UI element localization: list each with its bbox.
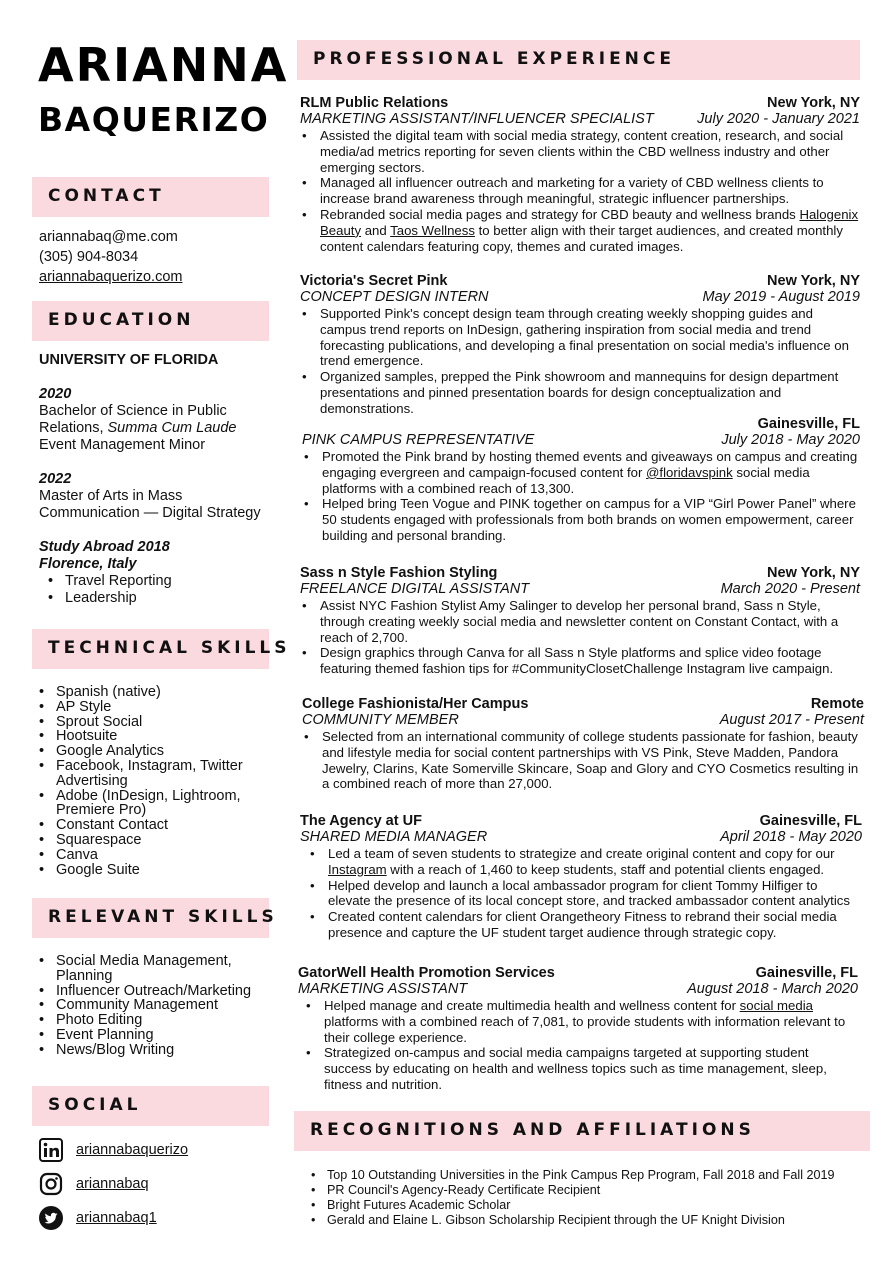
education-header [32, 301, 269, 341]
floridavspink-link[interactable]: @floridavspink [646, 464, 733, 480]
relevant-skills-list [39, 954, 254, 1058]
list-item: • Hootsuite [39, 729, 264, 744]
contact-heading: CONTACT [48, 186, 165, 206]
list-item: • Spanish (native) [39, 685, 264, 700]
bullet-text: Helped manage and create multimedia health and wellness content for [324, 998, 740, 1013]
list-item: • AP Style [39, 700, 264, 715]
job-vs-pink [300, 274, 860, 417]
job-location: Gainesville, FL [755, 965, 858, 981]
list-item: • Assist NYC Fashion Stylist Amy Salinger to develop her personal brand, Sass n Style, through creating weekly social media and newsletter content on Constant Contact, with a reach of 2,700. [300, 598, 860, 645]
halogenix-link[interactable]: Halogenix Beauty [320, 206, 859, 238]
job-dates: April 2018 - May 2020 [720, 828, 862, 845]
job-dates: August 2018 - March 2020 [687, 980, 858, 997]
job-pink-campus [302, 417, 860, 544]
job-bullets [302, 729, 864, 792]
job-dates: March 2020 - Present [720, 580, 860, 597]
bullet-text: Led a team of seven students to strategize and create original content and copy for our [328, 846, 835, 861]
taos-link[interactable]: Taos Wellness [390, 222, 475, 238]
job-location: New York, NY [767, 273, 860, 289]
degree1-minor: Event Management Minor [39, 437, 206, 453]
technical-skills-list [39, 685, 264, 877]
list-item: • Community Management [39, 998, 254, 1013]
degree2-line1: Master of Arts in Mass [39, 488, 183, 504]
list-item: • Google Suite [39, 863, 264, 878]
job-title: COMMUNITY MEMBER [302, 711, 459, 728]
list-item [302, 449, 860, 496]
job-bullets [300, 306, 860, 417]
list-item: • Gerald and Elaine L. Gibson Scholarship Recipient through the UF Knight Division [311, 1213, 835, 1228]
list-item: • Supported Pink's concept design team through creating weekly shopping guides and campus trend reports on InDesign, gathering inspiration from social media and trend forecasting publications, and developing a final presentation on social media's influence on trend emergence. [300, 306, 860, 369]
job-gatorwell [298, 966, 858, 1093]
list-item: • Leadership [48, 590, 172, 607]
job-title: SHARED MEDIA MANAGER [300, 828, 488, 845]
job-bullets [298, 998, 858, 1093]
list-item: • Helped bring Teen Vogue and PINK together on campus for a VIP “Girl Power Panel” where 50 students engaged with professionals from both brands on women empowerment, career building and personal branding. [302, 496, 860, 543]
list-item: • Design graphics through Canva for all Sass n Style platforms and splice video footage featuring themed fashion tips for #CommunityClosetChallenge Instagram live campaign. [300, 645, 860, 677]
job-company: College Fashionista/Her Campus [302, 696, 529, 712]
job-location: Remote [810, 696, 864, 712]
list-item: • Helped develop and launch a local ambassador program for client Tommy Hilfiger to elevate the presence of its local concept store, and tracked ambassador content analytics [308, 878, 862, 910]
degree2-year: 2022 [39, 471, 72, 487]
job-title: FREELANCE DIGITAL ASSISTANT [300, 580, 530, 597]
instagram-icon [39, 1172, 63, 1196]
relevant-skills-header [32, 898, 278, 938]
list-item: • Strategized on-campus and social media campaigns targeted at supporting student success by educating on health and wellness topics such as time management, sleep, fitness and nutrition. [304, 1045, 858, 1092]
job-title: MARKETING ASSISTANT/INFLUENCER SPECIALIST [300, 110, 654, 127]
recognitions-list [311, 1168, 835, 1228]
list-item: • Event Planning [39, 1028, 254, 1043]
degree1-line2-text: Relations, [39, 420, 108, 436]
degree1-year: 2020 [39, 386, 72, 402]
job-title: PINK CAMPUS REPRESENTATIVE [302, 431, 535, 448]
list-item: • Organized samples, prepped the Pink showroom and mannequins for design department presentations and pinned presentation boards for design conceptualization and demonstrations. [300, 369, 860, 416]
list-item: • Adobe (InDesign, Lightroom, Premiere Pro) [39, 789, 264, 819]
list-item: • Assisted the digital team with social media strategy, content creation, research, and social media/ad metrics reporting for seven clients within the CBD wellness industry and other emerging sectors. [300, 128, 860, 175]
list-item: • Bright Futures Academic Scholar [311, 1198, 835, 1213]
social-header [32, 1086, 269, 1126]
contact-email[interactable]: ariannabaq@me.com [39, 229, 178, 245]
job-rlm [300, 96, 860, 254]
bullet-text: social media platforms with a combined reach of 13,300. [322, 464, 810, 496]
list-item [300, 207, 860, 254]
job-company: Victoria's Secret Pink [300, 273, 448, 289]
list-item: • Sprout Social [39, 715, 264, 730]
job-dates: August 2017 - Present [719, 711, 864, 728]
experience-heading: PROFESSIONAL EXPERIENCE [313, 49, 675, 69]
bullet-text: with a reach of 1,460 to keep students, staff and potential clients engaged. [386, 861, 825, 877]
bullet-text: to better align with their target audiences, and created monthly content calendars featuring copy, themes and curated images. [320, 222, 843, 254]
list-item: • Selected from an international community of college students passionate for fashion, beauty and lifestyle media for social content partnerships with VS Pink, Steve Madden, Pandora Jewelry, Clarins, Kate Somerville Skincare, Soap and Glory and CYO Cosmetics resulting in a combined reach of more than 27,000. [302, 729, 864, 792]
last-name: BAQUERIZO [38, 100, 270, 139]
job-location: Gainesville, FL [757, 416, 860, 432]
list-item: • Facebook, Instagram, Twitter Advertising [39, 759, 264, 789]
contact-header [32, 177, 269, 217]
twitter-link[interactable]: ariannabaq1 [76, 1210, 157, 1226]
list-item: • Created content calendars for client Orangetheory Fitness to rebrand their social media presence and capture the UF student target audience through strategic copy. [308, 909, 862, 941]
job-location: New York, NY [767, 565, 860, 581]
job-college-fashionista [302, 697, 864, 792]
list-item: • Social Media Management, Planning [39, 954, 254, 984]
study-abroad-list [48, 573, 172, 607]
list-item: • Influencer Outreach/Marketing [39, 984, 254, 999]
study-abroad-place: Florence, Italy [39, 556, 137, 572]
bullet-text: Rebranded social media pages and strategy for CBD beauty and wellness brands [320, 206, 800, 222]
social-linkedin[interactable] [39, 1138, 188, 1162]
bullet-text: Promoted the Pink brand by hosting themed events and giveaways on campus and creating engaging evergreen and campaign-focused content for [322, 449, 858, 480]
job-company: Sass n Style Fashion Styling [300, 565, 498, 581]
degree2-line2: Communication — Digital Strategy [39, 505, 261, 521]
job-location: Gainesville, FL [759, 813, 862, 829]
list-item: • Google Analytics [39, 744, 264, 759]
recognitions-header [294, 1111, 870, 1151]
social-instagram[interactable] [39, 1172, 149, 1196]
list-item: • Canva [39, 848, 264, 863]
bullet-text: and [361, 222, 391, 238]
degree1-line1: Bachelor of Science in Public [39, 403, 227, 419]
list-item [308, 846, 862, 878]
education-heading: EDUCATION [48, 310, 195, 330]
job-title: CONCEPT DESIGN INTERN [300, 288, 489, 305]
job-title: MARKETING ASSISTANT [298, 980, 468, 997]
linkedin-icon [39, 1138, 63, 1162]
job-company: GatorWell Health Promotion Services [298, 965, 555, 981]
contact-website-link[interactable]: ariannabaquerizo.com [39, 269, 183, 285]
instagram-inline-link[interactable]: Instagram [328, 861, 387, 877]
recognitions-heading: RECOGNITIONS AND AFFILIATIONS [310, 1120, 755, 1140]
school-name: UNIVERSITY OF FLORIDA [39, 352, 219, 368]
job-bullets [300, 846, 862, 941]
first-name: ARIANNA [38, 38, 289, 92]
list-item: • PR Council's Agency-Ready Certificate Recipient [311, 1183, 835, 1198]
social-heading: SOCIAL [48, 1095, 142, 1115]
job-sass-n-style [300, 566, 860, 677]
job-company: The Agency at UF [300, 813, 422, 829]
list-item: • Constant Contact [39, 818, 264, 833]
technical-skills-header [32, 629, 291, 669]
list-item: • Managed all influencer outreach and marketing for a variety of CBD wellness clients to increase brand awareness through meaningful, strategic influencer partnerships. [300, 175, 860, 207]
job-location: New York, NY [767, 95, 860, 111]
job-bullets [300, 598, 860, 677]
linkedin-link[interactable]: ariannabaquerizo [76, 1142, 189, 1158]
job-dates: May 2019 - August 2019 [702, 288, 860, 305]
list-item: • Photo Editing [39, 1013, 254, 1028]
social-twitter[interactable] [39, 1206, 157, 1230]
list-item: • News/Blog Writing [39, 1043, 254, 1058]
list-item: • Travel Reporting [48, 573, 172, 590]
job-agency-uf [300, 814, 862, 941]
bullet-text: platforms with a combined reach of 7,081, to provide students with information relevant to their college experience. [324, 1013, 846, 1045]
relevant-skills-heading: RELEVANT SKILLS [48, 907, 278, 927]
degree1-line2 [39, 420, 236, 437]
job-dates: July 2018 - May 2020 [721, 431, 860, 448]
job-dates: July 2020 - January 2021 [697, 110, 860, 127]
technical-skills-heading: TECHNICAL SKILLS [48, 638, 291, 658]
list-item [304, 998, 858, 1045]
list-item: • Squarespace [39, 833, 264, 848]
twitter-icon [39, 1206, 63, 1230]
job-bullets [300, 128, 860, 254]
job-bullets [302, 449, 860, 544]
job-company: RLM Public Relations [300, 95, 449, 111]
study-abroad-title: Study Abroad 2018 [39, 539, 170, 555]
degree1-honors: Summa Cum Laude [107, 420, 237, 436]
social-media-link[interactable]: social media [739, 998, 813, 1013]
experience-header [297, 40, 860, 80]
contact-phone[interactable]: (305) 904-8034 [39, 249, 139, 265]
instagram-link[interactable]: ariannabaq [76, 1176, 149, 1192]
list-item: • Top 10 Outstanding Universities in the Pink Campus Rep Program, Fall 2018 and Fall 2019 [311, 1168, 835, 1183]
